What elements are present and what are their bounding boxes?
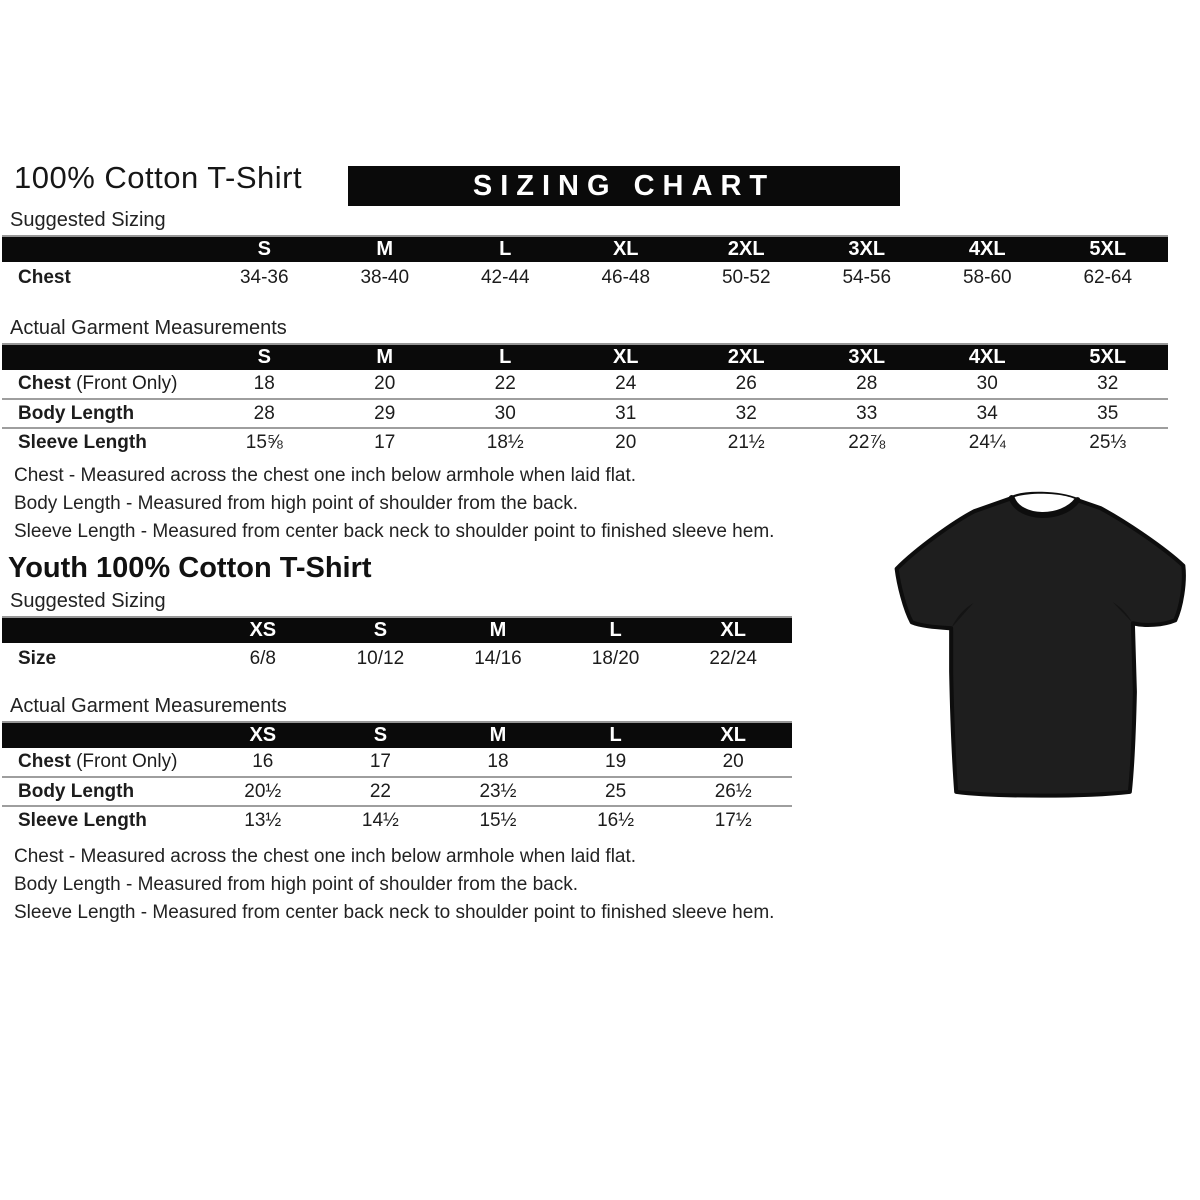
adult-actual-table: [2, 343, 1168, 457]
measurement-cell: 17½: [674, 806, 792, 835]
size-col-header: M: [325, 236, 446, 262]
row-label: Sleeve Length: [2, 428, 204, 457]
measurement-cell: 20½: [204, 777, 322, 806]
header-row: [2, 722, 792, 748]
measurement-cell: 26½: [674, 777, 792, 806]
size-col-header: S: [322, 722, 440, 748]
size-col-header: L: [445, 344, 566, 370]
adult-measurement-notes: [14, 462, 774, 546]
row-label: Chest (Front Only): [18, 751, 178, 772]
measurement-cell: 24¼: [927, 428, 1048, 457]
measurement-cell: 22: [494, 373, 516, 394]
measurement-cell: 17: [325, 428, 446, 457]
size-col-header: XS: [204, 722, 322, 748]
table-row: [2, 428, 1168, 457]
row-label: Body Length: [2, 777, 204, 806]
measurement-cell: 26: [735, 373, 757, 394]
measurement-cell: 30: [976, 373, 998, 394]
header-row: [2, 617, 792, 643]
measurement-cell: 14/16: [474, 647, 522, 669]
youth-suggested-heading: Suggested Sizing: [10, 590, 166, 612]
measurement-cell: 15½: [439, 806, 557, 835]
table-row: [2, 806, 792, 835]
size-col-header: M: [439, 722, 557, 748]
measurement-cell: 32: [686, 399, 807, 428]
measurement-cell: 14½: [322, 806, 440, 835]
size-col-header: M: [439, 617, 557, 643]
measurement-cell: 29: [325, 399, 446, 428]
measurement-cell: 25⅓: [1048, 428, 1169, 457]
size-col-header: L: [445, 236, 566, 262]
row-label: Chest: [18, 266, 71, 288]
size-col-header: XS: [204, 617, 322, 643]
sizing-chart-banner: SIZING CHART: [348, 166, 900, 206]
adult-suggested-section: [2, 209, 1168, 293]
size-col-header: XL: [674, 617, 792, 643]
measurement-cell: 23½: [439, 777, 557, 806]
size-col-header: XL: [566, 344, 687, 370]
note-line: Chest - Measured across the chest one inch below armhole when laid flat.: [14, 465, 637, 486]
measurement-cell: 18½: [445, 428, 566, 457]
measurement-cell: 20: [722, 751, 744, 772]
adult-actual-section: [2, 317, 1168, 457]
measurement-cell: 62-64: [1083, 266, 1133, 288]
note-line: Body Length - Measured from high point of shoulder from the back.: [14, 493, 578, 514]
measurement-cell: 21½: [686, 428, 807, 457]
measurement-cell: 20: [374, 373, 396, 394]
measurement-cell: 33: [807, 399, 928, 428]
size-col-header: 5XL: [1048, 236, 1169, 262]
measurement-cell: 18: [253, 373, 275, 394]
measurement-cell: 18: [487, 751, 509, 772]
measurement-cell: 13½: [204, 806, 322, 835]
size-col-header: 4XL: [927, 236, 1048, 262]
youth-actual-heading: Actual Garment Measurements: [10, 695, 287, 717]
measurement-cell: 50-52: [721, 266, 771, 288]
measurement-cell: 30: [445, 399, 566, 428]
measurement-cell: 34: [927, 399, 1048, 428]
size-col-header: XL: [674, 722, 792, 748]
table-row: [2, 262, 1168, 293]
black-tshirt-image: [884, 490, 1198, 808]
size-col-header: S: [204, 344, 325, 370]
measurement-cell: 15⅝: [204, 428, 325, 457]
measurement-cell: 35: [1048, 399, 1169, 428]
measurement-cell: 28: [856, 373, 878, 394]
row-label: Sleeve Length: [2, 806, 204, 835]
page-title: 100% Cotton T-Shirt: [14, 160, 303, 195]
measurement-cell: 31: [566, 399, 687, 428]
measurement-cell: 34-36: [239, 266, 289, 288]
youth-actual-section: [2, 695, 792, 835]
measurement-cell: 6/8: [249, 647, 276, 669]
measurement-cell: 22/24: [709, 647, 757, 669]
size-col-header: 3XL: [807, 236, 928, 262]
measurement-cell: 32: [1097, 373, 1119, 394]
measurement-cell: 58-60: [962, 266, 1012, 288]
measurement-cell: 10/12: [356, 647, 405, 669]
measurement-cell: 38-40: [360, 266, 410, 288]
measurement-cell: 22⅞: [807, 428, 928, 457]
corner-cell: [2, 344, 204, 370]
table-row: [2, 777, 792, 806]
measurement-cell: 28: [204, 399, 325, 428]
table-row: [2, 370, 1168, 399]
corner-cell: [2, 722, 204, 748]
row-label: Chest (Front Only): [18, 373, 178, 394]
measurement-cell: 42-44: [480, 266, 530, 288]
youth-section-title: Youth 100% Cotton T-Shirt: [8, 552, 372, 584]
size-col-header: S: [204, 236, 325, 262]
size-col-header: 2XL: [686, 236, 807, 262]
header-row: [2, 344, 1168, 370]
corner-cell: [2, 617, 204, 643]
youth-actual-table: [2, 721, 792, 835]
youth-suggested-section: [2, 590, 792, 674]
youth-suggested-table: [2, 616, 792, 674]
size-col-header: 4XL: [927, 344, 1048, 370]
measurement-cell: 24: [615, 373, 637, 394]
size-col-header: S: [322, 617, 440, 643]
note-line: Sleeve Length - Measured from center back neck to shoulder point to finished sleeve hem.: [14, 902, 775, 923]
measurement-cell: 19: [605, 751, 627, 772]
measurement-cell: 46-48: [601, 266, 651, 288]
table-row: [2, 643, 792, 674]
size-col-header: 5XL: [1048, 344, 1169, 370]
note-line: Sleeve Length - Measured from center back neck to shoulder point to finished sleeve hem.: [14, 521, 775, 542]
size-col-header: L: [557, 617, 675, 643]
size-col-header: M: [325, 344, 446, 370]
youth-measurement-notes: [14, 843, 774, 927]
size-col-header: 2XL: [686, 344, 807, 370]
header-row: [2, 236, 1168, 262]
adult-suggested-table: [2, 235, 1168, 293]
size-col-header: 3XL: [807, 344, 928, 370]
measurement-cell: 16½: [557, 806, 675, 835]
measurement-cell: 16: [252, 751, 274, 772]
measurement-cell: 54-56: [842, 266, 892, 288]
measurement-cell: 17: [369, 751, 391, 772]
measurement-cell: 25: [557, 777, 675, 806]
adult-suggested-heading: Suggested Sizing: [10, 209, 166, 231]
measurement-cell: 20: [566, 428, 687, 457]
row-label: Size: [18, 647, 57, 669]
measurement-cell: 18/20: [591, 647, 640, 669]
row-label: Body Length: [2, 399, 204, 428]
note-line: Chest - Measured across the chest one inch below armhole when laid flat.: [14, 846, 637, 867]
size-col-header: L: [557, 722, 675, 748]
note-line: Body Length - Measured from high point of shoulder from the back.: [14, 874, 578, 895]
measurement-cell: 22: [322, 777, 440, 806]
adult-actual-heading: Actual Garment Measurements: [10, 317, 287, 339]
corner-cell: [2, 236, 204, 262]
size-col-header: XL: [566, 236, 687, 262]
table-row: [2, 748, 792, 777]
table-row: [2, 399, 1168, 428]
